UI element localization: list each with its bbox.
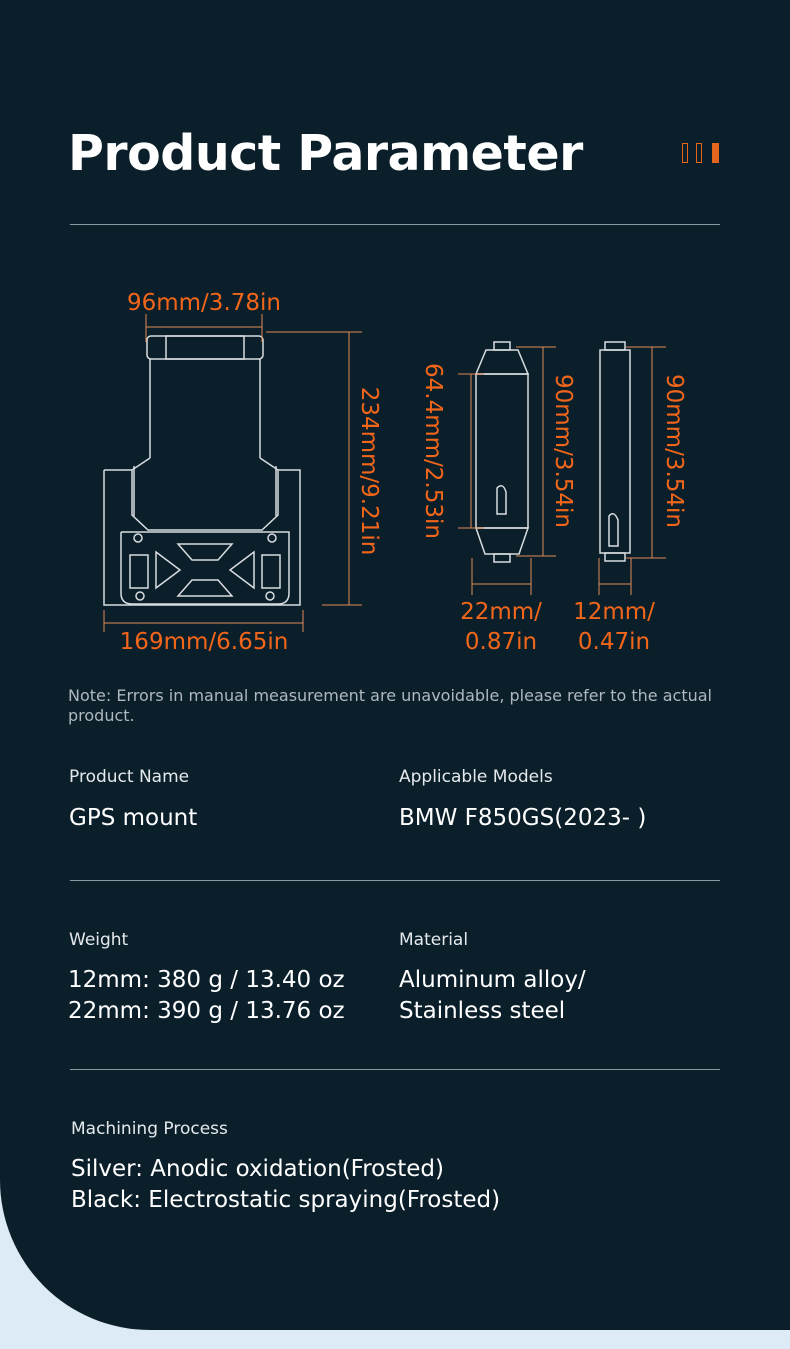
bar-22mm-drawing	[476, 342, 528, 562]
weight-value-12mm: 12mm: 380 g / 13.40 oz	[68, 967, 345, 993]
dim-side-height-2: 90mm/3.54in	[661, 373, 687, 529]
bar-22mm-dimension-lines	[458, 347, 556, 595]
models-value: BMW F850GS(2023- )	[399, 805, 647, 831]
product-name-value: GPS mount	[69, 805, 198, 831]
bar-filled	[712, 143, 719, 163]
divider	[70, 1069, 720, 1070]
material-value-2: Stainless steel	[399, 998, 566, 1024]
process-value-silver: Silver: Anodic oxidation(Frosted)	[71, 1156, 444, 1182]
bar-outline-1	[682, 143, 688, 163]
material-value-1: Aluminum alloy/	[399, 967, 586, 993]
process-label: Machining Process	[71, 1119, 228, 1139]
dim-12mm-in: 0.47in	[577, 629, 651, 655]
dim-height: 234mm/9.21in	[356, 386, 382, 556]
dim-12mm: 12mm/	[573, 599, 655, 625]
models-label: Applicable Models	[399, 767, 553, 787]
bar-outline-2	[696, 143, 702, 163]
measurement-note: Note: Errors in manual measurement are unavoidable, please refer to the actual product.	[68, 686, 712, 725]
dim-side-height-1: 90mm/3.54in	[550, 373, 576, 529]
material-label: Material	[399, 930, 469, 950]
page-title: Product Parameter	[68, 125, 583, 182]
title-divider	[70, 224, 720, 225]
bar-12mm-dimension-lines	[599, 347, 666, 595]
dim-22mm: 22mm/	[460, 599, 542, 625]
dim-base: 169mm/6.65in	[119, 629, 289, 655]
divider	[70, 880, 720, 881]
dim-width: 96mm/3.78in	[126, 290, 282, 316]
product-name-label: Product Name	[69, 767, 190, 787]
dim-side-length: 64.4mm/2.53in	[420, 363, 446, 539]
mount-front-drawing	[104, 336, 300, 605]
weight-label: Weight	[69, 930, 129, 950]
front-dimension-lines	[104, 314, 362, 632]
bar-12mm-drawing	[600, 342, 630, 561]
process-value-black: Black: Electrostatic spraying(Frosted)	[71, 1187, 501, 1213]
weight-value-22mm: 22mm: 390 g / 13.76 oz	[68, 998, 345, 1024]
dimension-diagram	[0, 270, 790, 670]
dim-22mm-in: 0.87in	[464, 629, 538, 655]
